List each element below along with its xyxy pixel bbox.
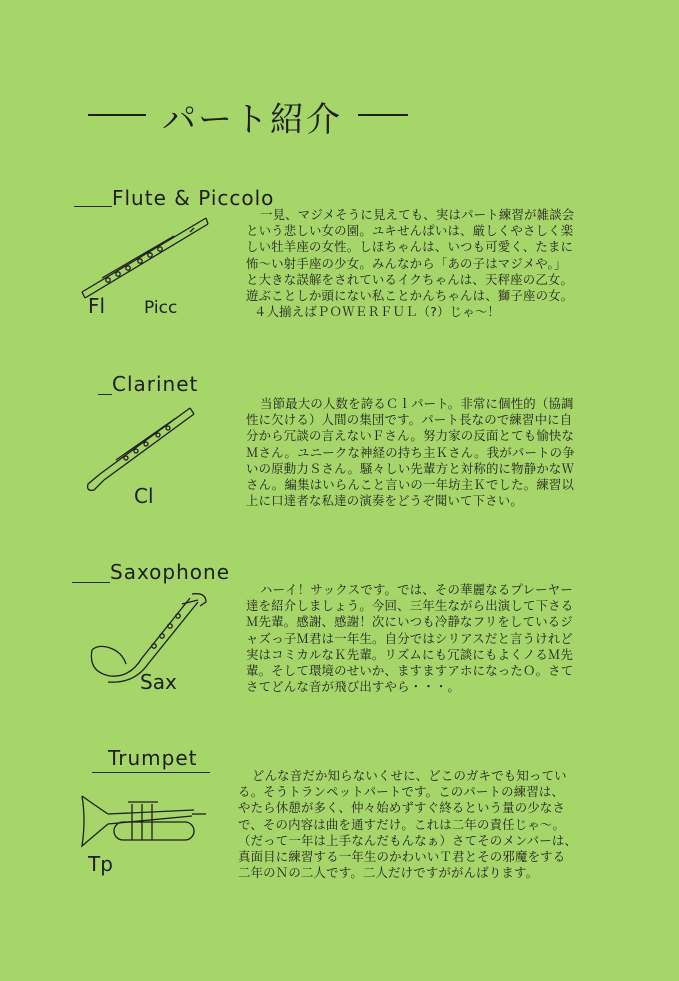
- desc-line: 上に口達者な私達の演奏をどうぞ聞いて下さい。: [246, 493, 523, 509]
- desc-line: しい牡羊座の女性。しほちゃんは、いつも可愛く、たまに: [246, 239, 574, 255]
- desc-line: 遊ぶことしか頭にない私ことかんちゃんは、獅子座の女。: [246, 288, 574, 304]
- section-title: Clarinet: [112, 372, 199, 396]
- section-description: [238, 768, 577, 881]
- desc-line: 達を紹介しましょう。今回、三年生ながら出演して下さる: [246, 598, 574, 614]
- page-title: パート紹介: [162, 100, 342, 140]
- title-underline: [98, 394, 112, 395]
- abbr-main: Sax: [140, 670, 177, 694]
- desc-line: で、その内容は曲を通すだけ。これは二年の責任じゃ〜。: [238, 816, 566, 832]
- section-title: Flute & Piccolo: [112, 186, 275, 210]
- section-title: Saxophone: [110, 560, 230, 584]
- heading-dash-right: [358, 114, 408, 116]
- flute-icon: [78, 208, 210, 304]
- desc-line: 性に欠ける）人間の集団です。パート長なので練習中に自: [246, 412, 573, 428]
- desc-line: さてどんな音が飛び出すやら・・・。: [246, 679, 461, 695]
- section-description: [246, 396, 575, 509]
- abbr-main: Cl: [134, 484, 154, 508]
- desc-line: 輩。そして環境のせいか、ますますアホになったＯ。さて: [246, 663, 574, 679]
- title-underline: [72, 582, 110, 583]
- section-title: Trumpet: [108, 746, 198, 770]
- title-underline: [92, 772, 210, 773]
- desc-line: 当節最大の人数を誇るＣｌパート。非常に個性的（協調: [260, 396, 574, 411]
- section-description: [246, 582, 573, 695]
- title-underline: [74, 206, 112, 207]
- abbr-sub: Picc: [144, 298, 178, 318]
- desc-line: やたら休憩が多く、仲々始めずすぐ終るという量の少なさ: [238, 800, 566, 816]
- abbr-main: Tp: [88, 852, 113, 876]
- trumpet-icon: [78, 790, 210, 852]
- desc-line: さん。編集はいらんこと言いの一年坊主Ｋでした。練習以: [246, 477, 575, 493]
- abbr-main: Fl: [88, 294, 106, 318]
- desc-line: 怖〜い射手座の少女。みんなから「あの子はマジメや。」: [246, 255, 567, 271]
- section-description: [246, 207, 574, 320]
- desc-line: という悲しい女の園。ユキせんぱいは、厳しくやさしく楽: [246, 223, 574, 239]
- clarinet-icon: [82, 402, 198, 494]
- desc-line: 分から冗談の言えないＦさん。努力家の反面とても愉快な: [246, 428, 575, 444]
- page-heading: [88, 86, 408, 142]
- desc-line: いの原動力Ｓさん。騒々しい先輩方と対称的に物静かなＷ: [246, 460, 575, 476]
- desc-line: ４人揃えばＰＯＷＥＲＦＵＬ（?）じゃ〜！: [254, 304, 500, 320]
- desc-line: 実はコミカルなＫ先輩。リズムにも冗談にもよくノるＭ先: [246, 646, 574, 662]
- desc-line: ハーイ！サックスです。では、その華麗なるプレーヤー: [260, 582, 573, 597]
- heading-dash-left: [88, 114, 146, 116]
- desc-line: Ｍさん。ユニークな神経の持ち主Ｋさん。我がパートの争: [246, 444, 575, 460]
- desc-line: と大きな誤解をされているイクちゃんは、天秤座の乙女。: [246, 271, 574, 287]
- desc-line: どんな音だか知らないくせに、どこのガキでも知ってい: [252, 768, 567, 783]
- desc-line: 二年のＮの二人です。二人だけですががんばります。: [238, 865, 539, 881]
- desc-line: る。そうトランペットパートです。このパートの練習は、: [238, 784, 565, 800]
- desc-line: Ｍ先輩。感謝、感謝！次にいつも冷静なフリをしているジ: [246, 614, 573, 630]
- desc-line: ャズっ子Ｍ君は一年生。自分ではシリアスだと言うけれど: [246, 630, 573, 646]
- desc-line: （だって一年は上手なんだもんなぁ）さてそのメンバーは、: [238, 832, 578, 848]
- desc-line: 真面目に練習する一年生のかわいいＴ君とその邪魔をする: [238, 849, 566, 865]
- desc-line: 一見、マジメそうに見えても、実はパート練習が雑談会: [260, 207, 575, 222]
